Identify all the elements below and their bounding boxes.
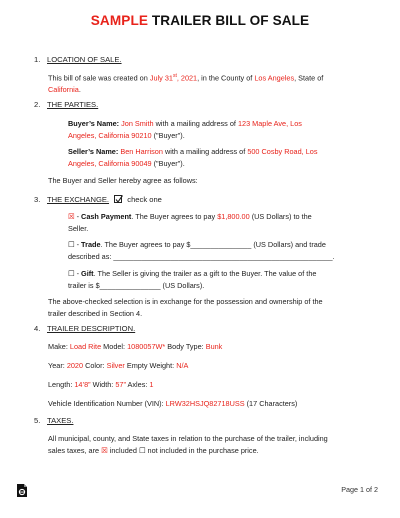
section-title: LOCATION OF SALE. [47, 55, 122, 64]
seller-address-2: Angeles, California 90049 [68, 159, 152, 168]
buyer-address-2: Angeles, California 90210 [68, 131, 152, 140]
section-number: 3. [34, 195, 41, 204]
section-title: TAXES. [47, 416, 74, 425]
agreement-text: The Buyer and Seller hereby agree as follows: [48, 176, 198, 185]
text: sales taxes, are [48, 446, 102, 455]
checked-box-icon [114, 195, 122, 203]
text: . The Seller is giving the trailer as a gift to the Buyer. The value of the [93, 269, 317, 278]
section-number: 4. [34, 324, 41, 333]
section-3-heading [34, 194, 162, 204]
sale-date-suffix: st [172, 73, 177, 79]
section-number: 5. [34, 416, 41, 425]
text: Body Type: [165, 342, 206, 351]
exchange-note [48, 296, 378, 320]
gift-option: ☐ - Gift. The Seller is giving the trailer as a gift to the Buyer. The value of the trailer is $_______________ (US Dollars). [68, 269, 317, 290]
text: Year: [48, 361, 67, 370]
cash-amount: $1,800.00 [217, 212, 250, 221]
seller-name: Ben Harrison [120, 147, 163, 156]
text: Width: [90, 380, 116, 389]
trailer-weight: N/A [176, 361, 189, 370]
buyer-label: Buyer’s Name [68, 119, 117, 128]
section-title: THE PARTIES. [47, 100, 99, 109]
cash-option: ☒ - Cash Payment. The Buyer agrees to pay $1,800.00 (US Dollars) to the Seller. [68, 212, 312, 233]
text: Color: [83, 361, 107, 370]
text: trailer described in Section 4. [48, 309, 143, 318]
county: Los Angeles [254, 73, 295, 83]
document-title [0, 13, 400, 28]
gift-checkbox[interactable]: ☐ [68, 269, 75, 278]
text: ("Buyer"). [151, 159, 185, 168]
text: Axles: [125, 380, 150, 389]
buyer-address: 123 Maple Ave, Los [237, 119, 302, 128]
text: : [116, 119, 122, 128]
trailer-axles: 1 [149, 380, 154, 389]
make-model-line [48, 341, 378, 353]
text: , State of [294, 73, 324, 83]
seller-address: 500 Cosby Road, Los [247, 147, 318, 156]
trade-label: Trade [81, 240, 101, 249]
text: Length: [48, 380, 75, 389]
text: included [107, 446, 139, 455]
section-number: 1. [34, 55, 41, 64]
sale-date: July 31 [149, 73, 173, 83]
state: California [48, 85, 79, 95]
text: . The Buyer agrees to pay $_______________ (US Dollars) and trade [100, 240, 326, 249]
seller-label: Seller’s Name [68, 147, 116, 156]
text: Model: [101, 342, 128, 351]
title-sample: SAMPLE [90, 13, 149, 28]
text: Make: [48, 342, 70, 351]
text: The above-checked selection is in exchange for the possession and ownership of the [48, 297, 323, 306]
section-1-heading [34, 55, 122, 64]
year-color-line [48, 360, 378, 372]
trailer-make: Load Rite [69, 342, 102, 351]
text: trailer is $_______________ (US Dollars). [68, 281, 205, 290]
seller-block [68, 146, 368, 170]
section-number: 2. [34, 100, 41, 109]
page-number: Page 1 of 2 [341, 485, 378, 494]
dimensions-line [48, 379, 378, 391]
section-5-heading [34, 416, 73, 425]
text: This bill of sale was created on [48, 73, 150, 83]
section-title: TRAILER DESCRIPTION. [47, 324, 136, 333]
check-one-label: check one [127, 195, 162, 204]
trailer-model: 1080057W* [127, 342, 166, 351]
cash-label: Cash Payment [81, 212, 132, 221]
text: . The Buyer agrees to pay [131, 212, 218, 221]
text: Seller. [68, 224, 89, 233]
text: All municipal, county, and State taxes in relation to the purchase of the trailer, including [48, 434, 328, 443]
tax-included-checkbox[interactable]: ☒ [101, 446, 108, 455]
buyer-name: Jon Smith [121, 119, 154, 128]
sale-year: , 2021 [176, 73, 198, 83]
section-title: THE EXCHANGE. [47, 195, 110, 204]
section-4-heading [34, 324, 135, 333]
gift-label: Gift [81, 269, 94, 278]
trade-checkbox[interactable]: ☐ [68, 240, 75, 249]
text: : [115, 147, 121, 156]
trailer-width: 57” [115, 380, 126, 389]
text: . [78, 85, 81, 95]
text: Vehicle Identification Number (VIN): [48, 399, 166, 408]
text: Empty Weight: [124, 361, 177, 370]
tax-not-included-checkbox[interactable]: ☐ [138, 446, 146, 455]
taxes-body [48, 433, 383, 457]
trailer-year: 2020 [66, 361, 84, 370]
trailer-color: Silver [106, 361, 125, 370]
trailer-body-type: Bunk [205, 342, 223, 351]
text: with a mailing address of [162, 147, 248, 156]
trailer-length: 14’8” [74, 380, 91, 389]
text: not included in the purchase price. [145, 446, 259, 455]
section-1-body [48, 70, 378, 96]
text: (17 Characters) [244, 399, 298, 408]
cash-checkbox[interactable]: ☒ [68, 212, 75, 221]
vin-line [48, 398, 378, 410]
text: , in the County of [197, 73, 255, 83]
text: ("Buyer"). [151, 131, 185, 140]
buyer-block [68, 118, 368, 142]
text: described as: ______________________________________________________. [68, 252, 335, 261]
title-text: TRAILER BILL OF SALE [151, 13, 310, 28]
section-2-heading [34, 100, 98, 109]
eforms-logo-icon [17, 484, 27, 502]
trade-option: ☐ - Trade. The Buyer agrees to pay $_______________ (US Dollars) and trade described as: ______________________________________________________. [68, 240, 335, 261]
text: with a mailing address of [153, 119, 238, 128]
trailer-vin: LRW32HSJQ82718USS [165, 399, 245, 408]
text: (US Dollars) to the [249, 212, 312, 221]
